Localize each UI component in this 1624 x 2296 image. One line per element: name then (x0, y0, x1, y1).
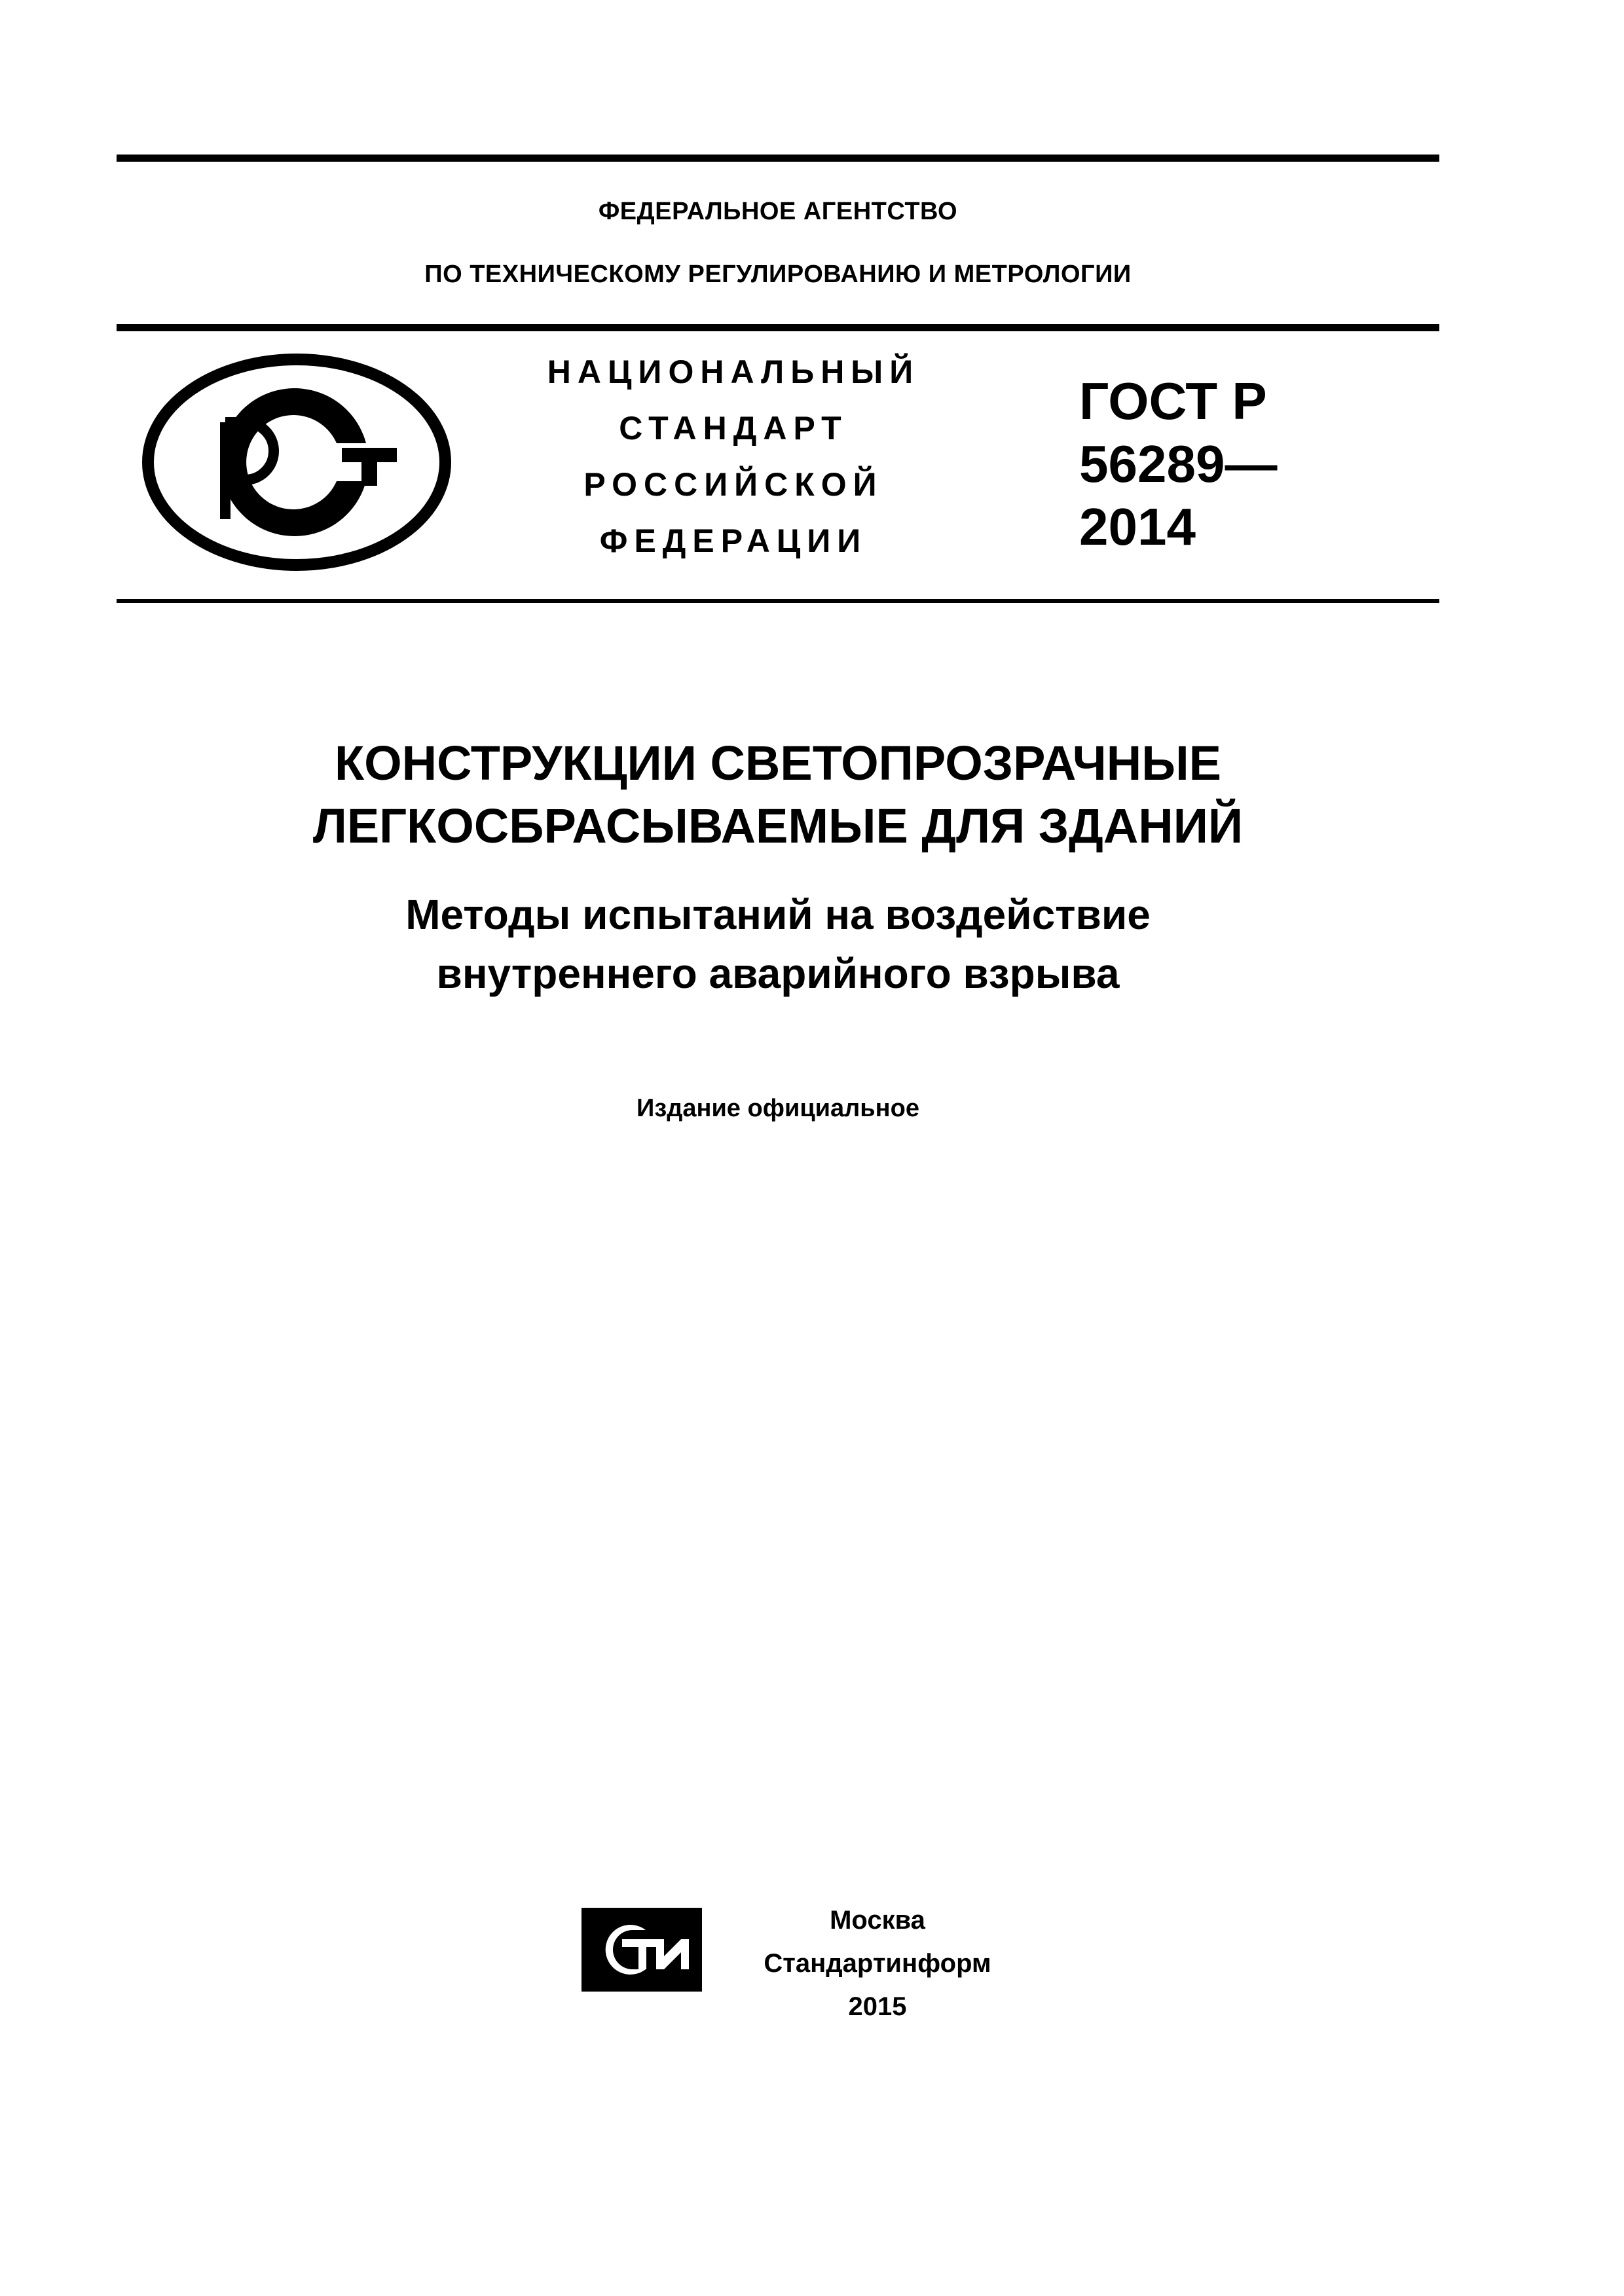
document-subtitle (117, 885, 1439, 1003)
edition-label: Издание официальное (637, 1095, 919, 1122)
document-title (117, 732, 1439, 858)
agency-line-1: ФЕДЕРАЛЬНОЕ АГЕНТСТВО (598, 198, 958, 225)
national-standard-label (517, 344, 950, 569)
document-title-line-2: ЛЕГКОСБРАСЫВАЕМЫЕ ДЛЯ ЗДАНИЙ (312, 799, 1244, 853)
standard-line-4: ФЕДЕРАЦИИ (599, 522, 868, 559)
agency-line-2: ПО ТЕХНИЧЕСКОМУ РЕГУЛИРОВАНИЮ И МЕТРОЛОГИИ (424, 261, 1132, 288)
rst-logo-icon (140, 352, 453, 573)
gost-code-line-3: 2014 (1079, 498, 1196, 556)
sti-logo-icon (576, 1897, 707, 2002)
standard-line-2: СТАНДАРТ (619, 410, 848, 446)
gost-code-line-2: 56289— (1079, 435, 1278, 493)
standard-line-1: НАЦИОНАЛЬНЫЙ (547, 354, 920, 390)
lower-rule (117, 599, 1439, 603)
gost-code (1079, 370, 1277, 558)
document-title-line-1: КОНСТРУКЦИИ СВЕТОПРОЗРАЧНЫЕ (334, 736, 1222, 790)
middle-rule (117, 324, 1439, 331)
document-subtitle-line-2: внутреннего аварийного взрыва (436, 950, 1120, 997)
publisher-block (720, 1899, 1035, 2028)
publisher-city: Москва (830, 1906, 925, 1935)
standard-line-3: РОССИЙСКОЙ (583, 466, 883, 503)
document-subtitle-line-1: Методы испытаний на воздействие (405, 891, 1151, 938)
gost-code-line-1: ГОСТ Р (1079, 372, 1267, 430)
top-rule (117, 155, 1439, 162)
publisher-name: Стандартинформ (764, 1949, 991, 1978)
publication-year: 2015 (848, 1992, 907, 2021)
